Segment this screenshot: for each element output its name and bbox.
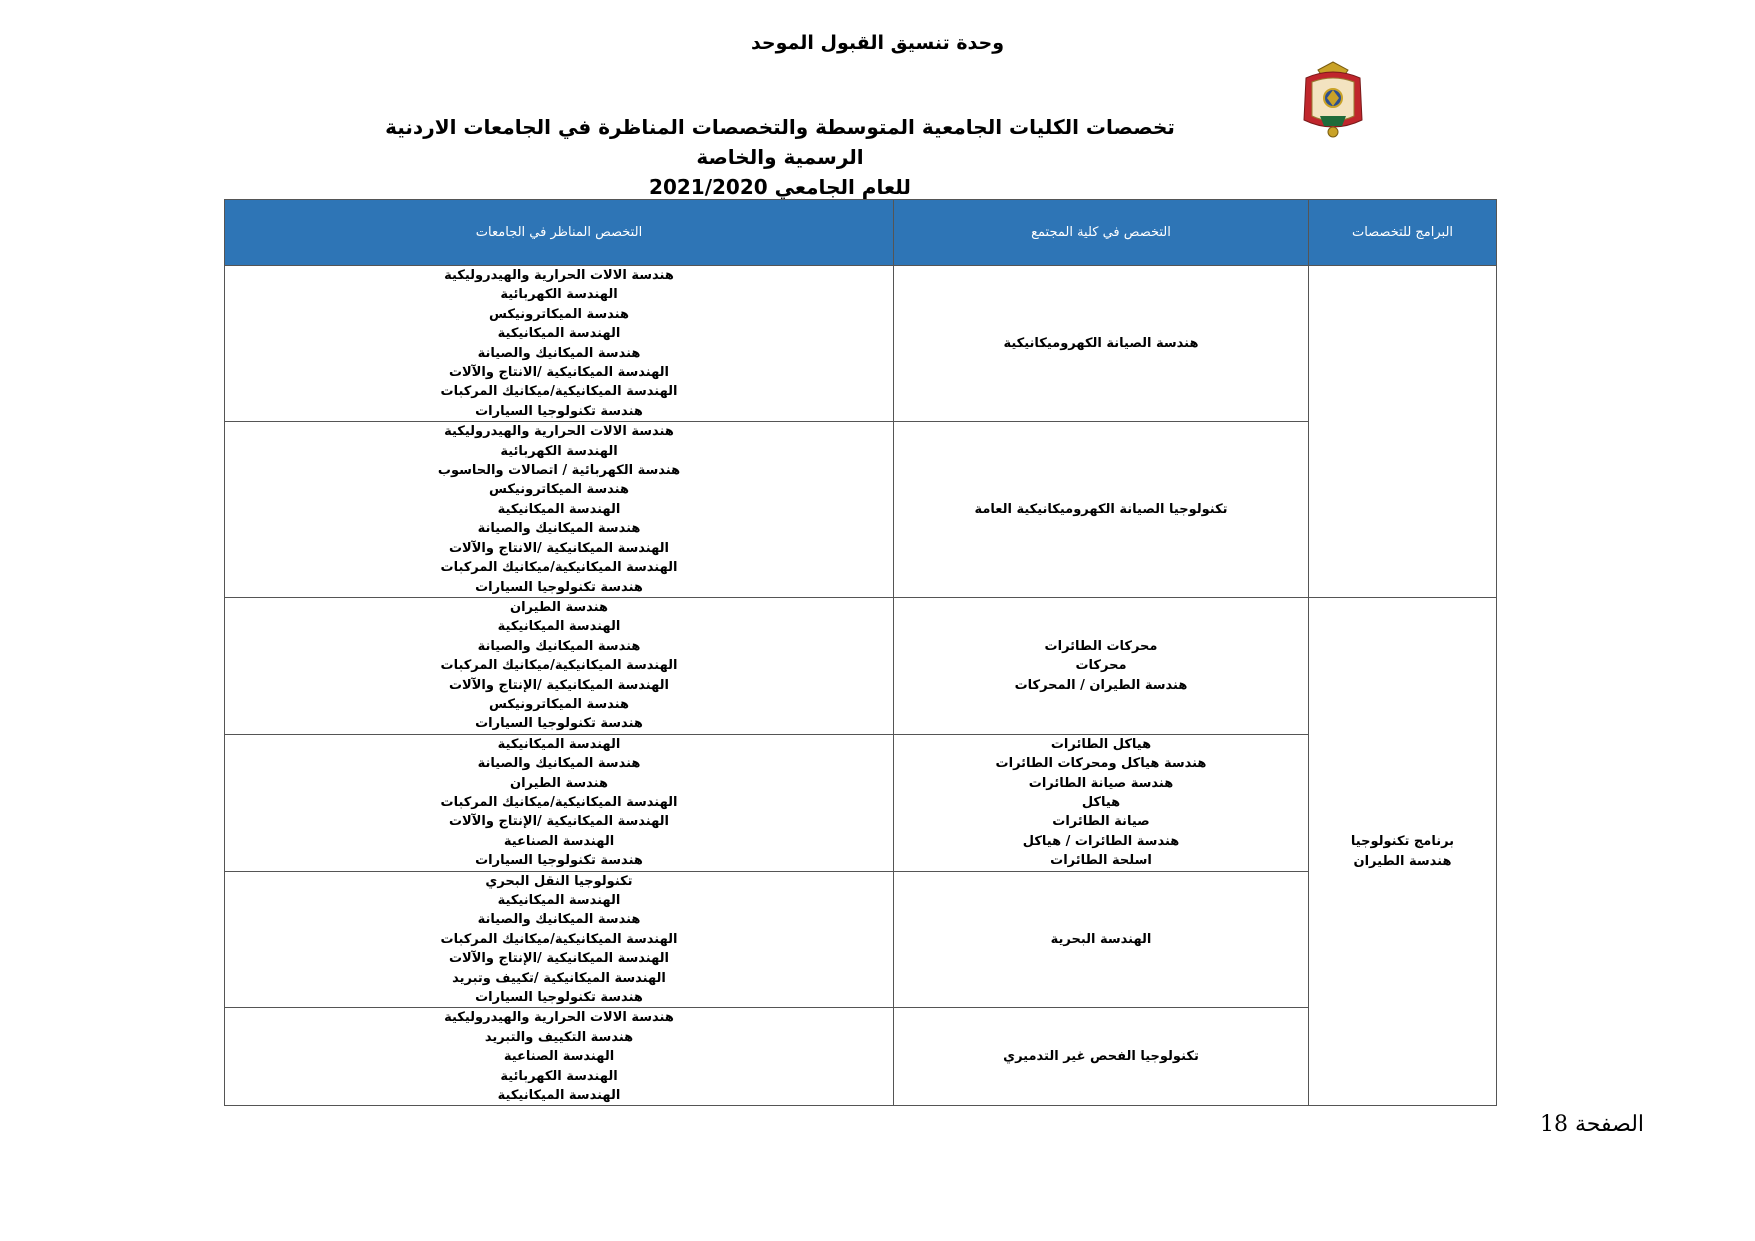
university-spec-cell bbox=[225, 871, 894, 1008]
university-spec-line: الهندسة الصناعية bbox=[503, 1049, 615, 1065]
table-row bbox=[225, 734, 1497, 871]
college-spec-cell bbox=[894, 266, 1309, 422]
university-spec-line: الهندسة الكهربائية bbox=[500, 443, 618, 459]
university-spec-line: هندسة الالات الحرارية والهيدروليكية bbox=[444, 424, 674, 440]
header-programs: البرامج للتخصصات bbox=[1309, 200, 1497, 266]
university-spec-line: الهندسة الميكانيكية /الانتاج والآلات bbox=[448, 540, 669, 556]
header-college-spec: التخصص في كلية المجتمع bbox=[894, 200, 1309, 266]
university-spec-line: الهندسة الميكانيكية /الإنتاج والآلات bbox=[448, 951, 669, 967]
header-university-spec: التخصص المناظر في الجامعات bbox=[225, 200, 894, 266]
college-spec-line: هياكل bbox=[1081, 794, 1121, 810]
college-spec-line: هندسة هياكل ومحركات الطائرات bbox=[995, 756, 1207, 772]
university-spec-line: هندسة الميكاترونيكس bbox=[489, 482, 629, 498]
university-spec-line: الهندسة الميكانيكية bbox=[497, 1088, 621, 1104]
college-spec-cell bbox=[894, 422, 1309, 598]
university-spec-line: الهندسة الميكانيكية bbox=[497, 501, 621, 517]
table-row bbox=[225, 597, 1497, 734]
college-spec-line: اسلحة الطائرات bbox=[1050, 853, 1152, 869]
table-header-row bbox=[225, 200, 1497, 266]
university-spec-line: هندسة الطيران bbox=[510, 599, 608, 615]
university-spec-line: هندسة الميكانيك والصيانة bbox=[477, 912, 641, 928]
page-title bbox=[360, 112, 1200, 202]
program-label: برنامج تكنولوجيا هندسة الطيران bbox=[1350, 834, 1455, 869]
university-spec-line: الهندسة الميكانيكية/ميكانيك المركبات bbox=[440, 794, 678, 810]
specializations-table-container bbox=[224, 199, 1496, 1106]
university-spec-line: تكنولوجيا النقل البحري bbox=[485, 873, 633, 889]
page-number: الصفحة 18 bbox=[1540, 1112, 1645, 1137]
college-spec-line: هندسة صيانة الطائرات bbox=[1028, 775, 1174, 791]
university-spec-line: هندسة الميكانيك والصيانة bbox=[477, 756, 641, 772]
university-spec-line: هندسة التكييف والتبريد bbox=[484, 1029, 634, 1045]
university-spec-line: الهندسة الكهربائية bbox=[500, 287, 618, 303]
university-spec-cell bbox=[225, 597, 894, 734]
program-cell bbox=[1309, 266, 1497, 598]
college-spec-cell bbox=[894, 1008, 1309, 1106]
university-spec-line: هندسة تكنولوجيا السيارات bbox=[475, 853, 643, 869]
specializations-table bbox=[224, 199, 1497, 1106]
title-line-2: للعام الجامعي 2021/2020 bbox=[649, 175, 911, 199]
university-spec-line: الهندسة الميكانيكية bbox=[497, 619, 621, 635]
program-cell bbox=[1309, 597, 1497, 1106]
university-spec-line: الهندسة الكهربائية bbox=[500, 1068, 618, 1084]
university-spec-line: الهندسة الميكانيكية /الإنتاج والآلات bbox=[448, 677, 669, 693]
college-spec-line: هياكل الطائرات bbox=[1050, 736, 1152, 752]
university-spec-line: هندسة الطيران bbox=[510, 775, 608, 791]
table-row bbox=[225, 266, 1497, 422]
college-spec-cell bbox=[894, 734, 1309, 871]
college-spec-line: صيانة الطائرات bbox=[1052, 814, 1150, 830]
university-spec-line: هندسة الكهربائية / اتصالات والحاسوب bbox=[437, 463, 681, 479]
university-spec-line: الهندسة الميكانيكية /الانتاج والآلات bbox=[448, 365, 669, 381]
college-spec-cell bbox=[894, 597, 1309, 734]
university-spec-cell bbox=[225, 422, 894, 598]
college-spec-line: الهندسة البحرية bbox=[1050, 931, 1152, 947]
university-spec-line: هندسة الميكانيك والصيانة bbox=[477, 345, 641, 361]
university-spec-cell bbox=[225, 266, 894, 422]
university-spec-line: الهندسة الميكانيكية bbox=[497, 736, 621, 752]
college-spec-line: تكنولوجيا الفحص غير التدميري bbox=[1003, 1049, 1199, 1065]
university-spec-line: الهندسة الميكانيكية bbox=[497, 893, 621, 908]
unit-name: وحدة تنسيق القبول الموحد bbox=[750, 32, 1005, 54]
university-spec-line: الهندسة الميكانيكية /تكييف وتبريد bbox=[452, 970, 666, 986]
college-spec-line: محركات الطائرات bbox=[1044, 638, 1158, 654]
college-spec-cell bbox=[894, 871, 1309, 1008]
university-spec-line: هندسة تكنولوجيا السيارات bbox=[475, 716, 643, 732]
title-line-1: تخصصات الكليات الجامعية المتوسطة والتخصصات المناظرة في الجامعات الاردنية الرسمية والخاصة bbox=[385, 115, 1175, 169]
table-body bbox=[225, 266, 1497, 1106]
college-spec-line: تكنولوجيا الصيانة الكهروميكانيكية العامة bbox=[974, 501, 1228, 517]
university-spec-line: هندسة الميكانيك والصيانة bbox=[477, 638, 641, 654]
university-spec-line: هندسة تكنولوجيا السيارات bbox=[475, 990, 643, 1006]
university-spec-line: هندسة تكنولوجيا السيارات bbox=[475, 579, 643, 595]
table-row bbox=[225, 422, 1497, 598]
university-spec-line: هندسة الميكاترونيكس bbox=[489, 696, 629, 712]
college-spec-line: محركات bbox=[1075, 658, 1127, 674]
university-spec-line: هندسة تكنولوجيا السيارات bbox=[475, 403, 643, 419]
university-spec-line: هندسة الالات الحرارية والهيدروليكية bbox=[444, 268, 674, 283]
university-spec-cell bbox=[225, 1008, 894, 1106]
table-row bbox=[225, 871, 1497, 1008]
college-spec-line: هندسة الطائرات / هياكل bbox=[1022, 833, 1180, 849]
university-spec-line: الهندسة الميكانيكية /الإنتاج والآلات bbox=[448, 814, 669, 830]
university-spec-line: الهندسة الصناعية bbox=[503, 833, 615, 849]
university-spec-line: الهندسة الميكانيكية bbox=[497, 326, 621, 342]
university-spec-line: هندسة الميكاترونيكس bbox=[489, 306, 629, 322]
university-spec-line: الهندسة الميكانيكية/ميكانيك المركبات bbox=[440, 560, 678, 576]
jordan-coat-of-arms-icon bbox=[1298, 60, 1368, 140]
university-spec-line: هندسة الالات الحرارية والهيدروليكية bbox=[444, 1010, 674, 1026]
university-spec-line: الهندسة الميكانيكية/ميكانيك المركبات bbox=[440, 931, 678, 947]
college-spec-line: هندسة الصيانة الكهروميكانيكية bbox=[1003, 335, 1199, 351]
university-spec-line: الهندسة الميكانيكية/ميكانيك المركبات bbox=[440, 658, 678, 674]
university-spec-cell bbox=[225, 734, 894, 871]
university-spec-line: هندسة الميكانيك والصيانة bbox=[477, 521, 641, 537]
college-spec-line: هندسة الطيران / المحركات bbox=[1014, 677, 1188, 693]
table-row bbox=[225, 1008, 1497, 1106]
university-spec-line: الهندسة الميكانيكية/ميكانيك المركبات bbox=[440, 384, 678, 400]
